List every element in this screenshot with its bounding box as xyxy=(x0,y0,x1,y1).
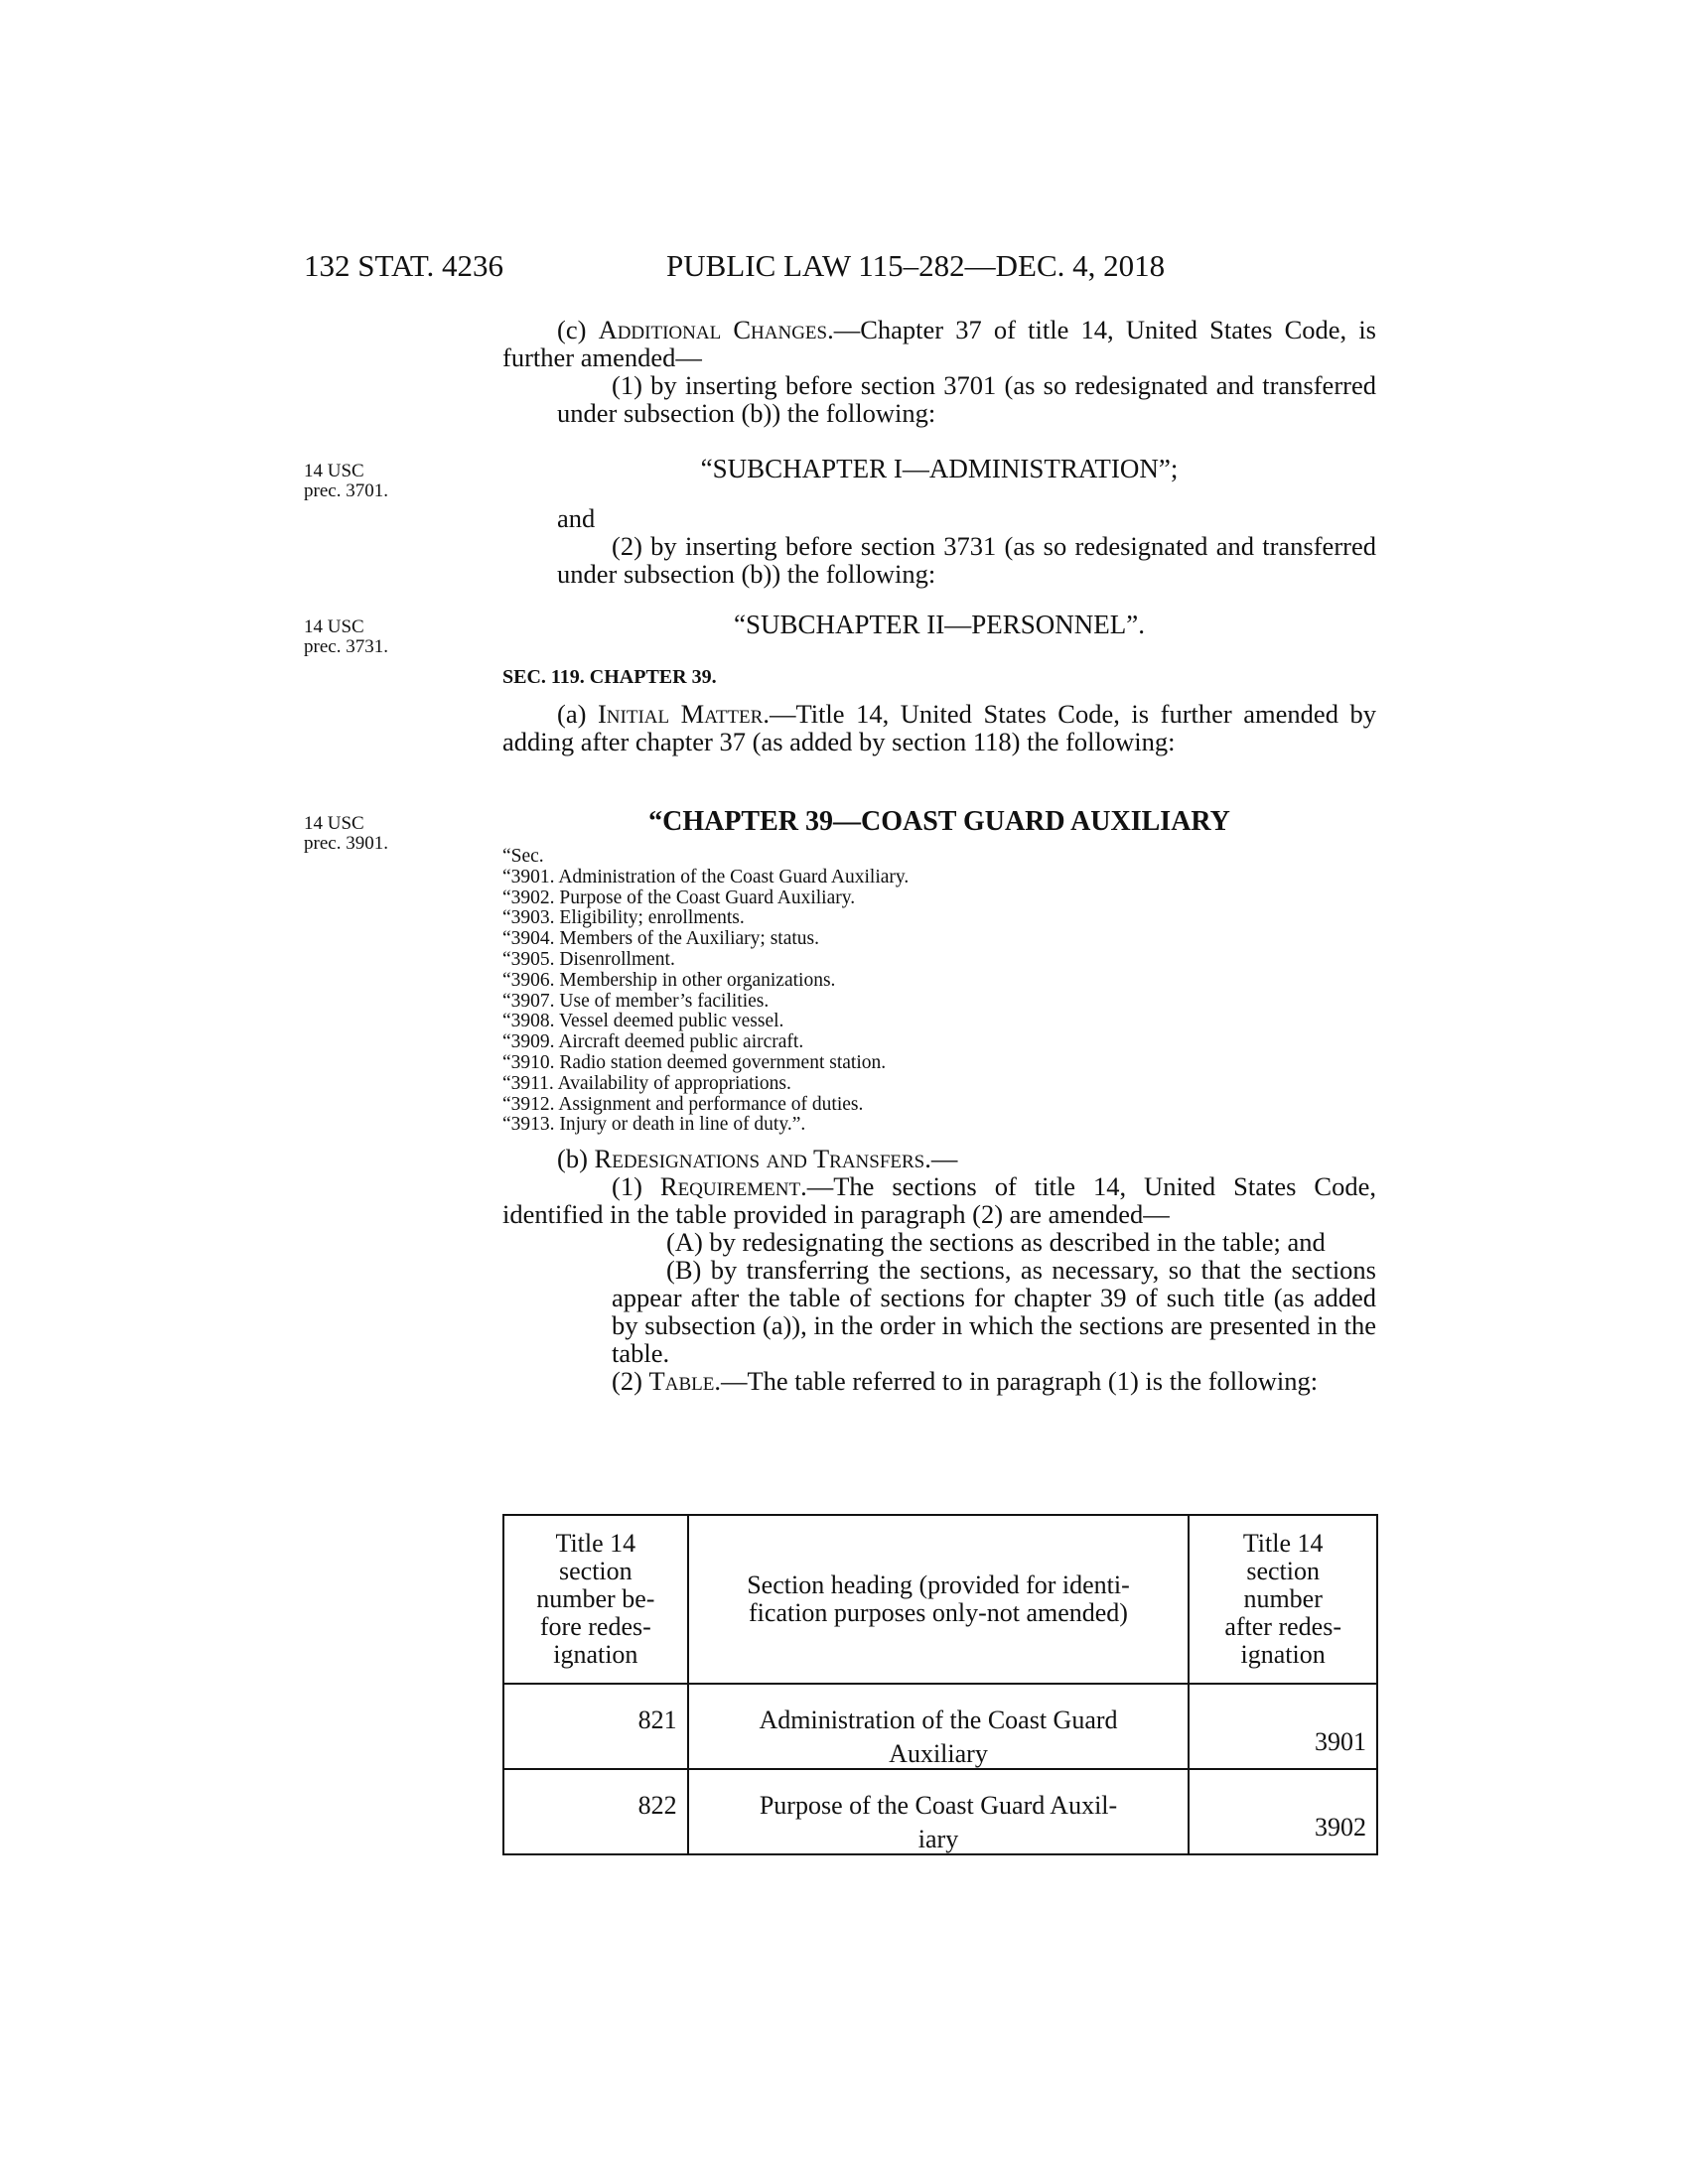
section-119-heading: SEC. 119. CHAPTER 39. xyxy=(502,666,717,688)
cell-before: 822 xyxy=(503,1769,688,1854)
table-of-sections xyxy=(502,847,909,1136)
paragraph-b2-caption: Table xyxy=(648,1366,715,1396)
table-header-row xyxy=(503,1515,1377,1684)
toc-item: “3902. Purpose of the Coast Guard Auxiliary. xyxy=(502,887,856,908)
subsection-a-caption: Initial Matter xyxy=(597,699,764,729)
subchapter-i-heading: “SUBCHAPTER I—ADMINISTRATION”; xyxy=(700,454,1179,483)
toc-item: “3906. Membership in other organizations. xyxy=(502,969,836,991)
cell-before: 821 xyxy=(503,1684,688,1769)
paragraph-b1-caption: Requirement xyxy=(659,1171,801,1201)
cell-heading: Purpose of the Coast Guard Auxil- iary xyxy=(688,1769,1190,1854)
toc-item: “3901. Administration of the Coast Guard Auxiliary. xyxy=(502,866,910,887)
paragraph-b2: (2) Table.—The table referred to in paragraph (1) is the following: xyxy=(612,1366,1319,1396)
column-header-heading: Section heading (provided for identi- fication purposes only-not amended) xyxy=(688,1515,1190,1684)
toc-item: “3907. Use of member’s facilities. xyxy=(502,990,770,1012)
toc-item: “3913. Injury or death in line of duty.”. xyxy=(502,1114,806,1136)
margin-note-prec-3701: 14 USC prec. 3701. xyxy=(304,461,388,501)
toc-item: “3909. Aircraft deemed public aircraft. xyxy=(502,1031,804,1053)
subsection-b xyxy=(502,1145,1376,1395)
toc-item: “Sec. xyxy=(502,846,544,867)
toc-item: “3911. Availability of appropriations. xyxy=(502,1072,791,1094)
subsection-a xyxy=(502,700,1376,755)
cell-after: 3902 xyxy=(1189,1769,1377,1854)
table-row xyxy=(503,1684,1377,1769)
subsection-b-caption: Redesignations and Transfers xyxy=(594,1144,925,1173)
margin-note-prec-3731: 14 USC prec. 3731. xyxy=(304,616,388,657)
public-law-title: PUBLIC LAW 115–282—DEC. 4, 2018 xyxy=(666,248,1166,283)
subchapter-ii-heading: “SUBCHAPTER II—PERSONNEL”. xyxy=(733,610,1145,639)
column-header-before: Title 14 section number be- fore redes- ignation xyxy=(503,1515,688,1684)
paragraph-2-block xyxy=(502,504,1376,588)
paragraph-1: (1) by inserting before section 3701 (as so redesignated and transferred under subsection (b)) the following: xyxy=(557,370,1376,428)
margin-note-prec-3901: 14 USC prec. 3901. xyxy=(304,813,388,854)
cell-heading: Administration of the Coast Guard Auxiliary xyxy=(688,1684,1190,1769)
toc-item: “3903. Eligibility; enrollments. xyxy=(502,907,745,929)
toc-item: “3912. Assignment and performance of duties. xyxy=(502,1093,864,1115)
cell-after: 3901 xyxy=(1189,1684,1377,1769)
chapter-39-heading: “CHAPTER 39—COAST GUARD AUXILIARY xyxy=(648,806,1230,837)
toc-item: “3910. Radio station deemed government station. xyxy=(502,1051,887,1073)
redesignation-table xyxy=(502,1514,1378,1855)
table-row xyxy=(503,1769,1377,1854)
toc-item: “3908. Vessel deemed public vessel. xyxy=(502,1011,784,1032)
toc-item: “3904. Members of the Auxiliary; status. xyxy=(502,928,819,950)
subsection-b-heading: (b) Redesignations and Transfers.— xyxy=(557,1144,958,1173)
running-head xyxy=(304,248,1376,292)
and-text: and xyxy=(557,503,596,533)
subparagraph-b: (B) by transferring the sections, as necessary, so that the sections appear after the table of sections for chapter 39 of such title (as added by subsection (a)), in the order in which the sections are presented in the table. xyxy=(612,1255,1376,1368)
column-header-after: Title 14 section number after redes- ignation xyxy=(1189,1515,1377,1684)
subparagraph-a: (A) by redesignating the sections as described in the table; and xyxy=(666,1227,1326,1257)
subsection-a-text: (a) Initial Matter.—Title 14, United States Code, is further amended by adding after chapter 37 (as added by section 118) the following: xyxy=(502,699,1376,756)
paragraph-2: (2) by inserting before section 3731 (as so redesignated and transferred under subsection (b)) the following: xyxy=(557,531,1376,589)
paragraph-b1: (1) Requirement.—The sections of title 14, United States Code, identified in the table provided in paragraph (2) are amended— xyxy=(502,1171,1376,1229)
subsection-c xyxy=(502,316,1376,427)
subsection-c-caption: Additional Changes xyxy=(598,315,828,344)
stat-citation: 132 STAT. 4236 xyxy=(304,248,504,283)
subsection-c-intro: (c) Additional Changes.—Chapter 37 of title 14, United States Code, is further amended— xyxy=(502,315,1376,372)
toc-item: “3905. Disenrollment. xyxy=(502,948,675,970)
